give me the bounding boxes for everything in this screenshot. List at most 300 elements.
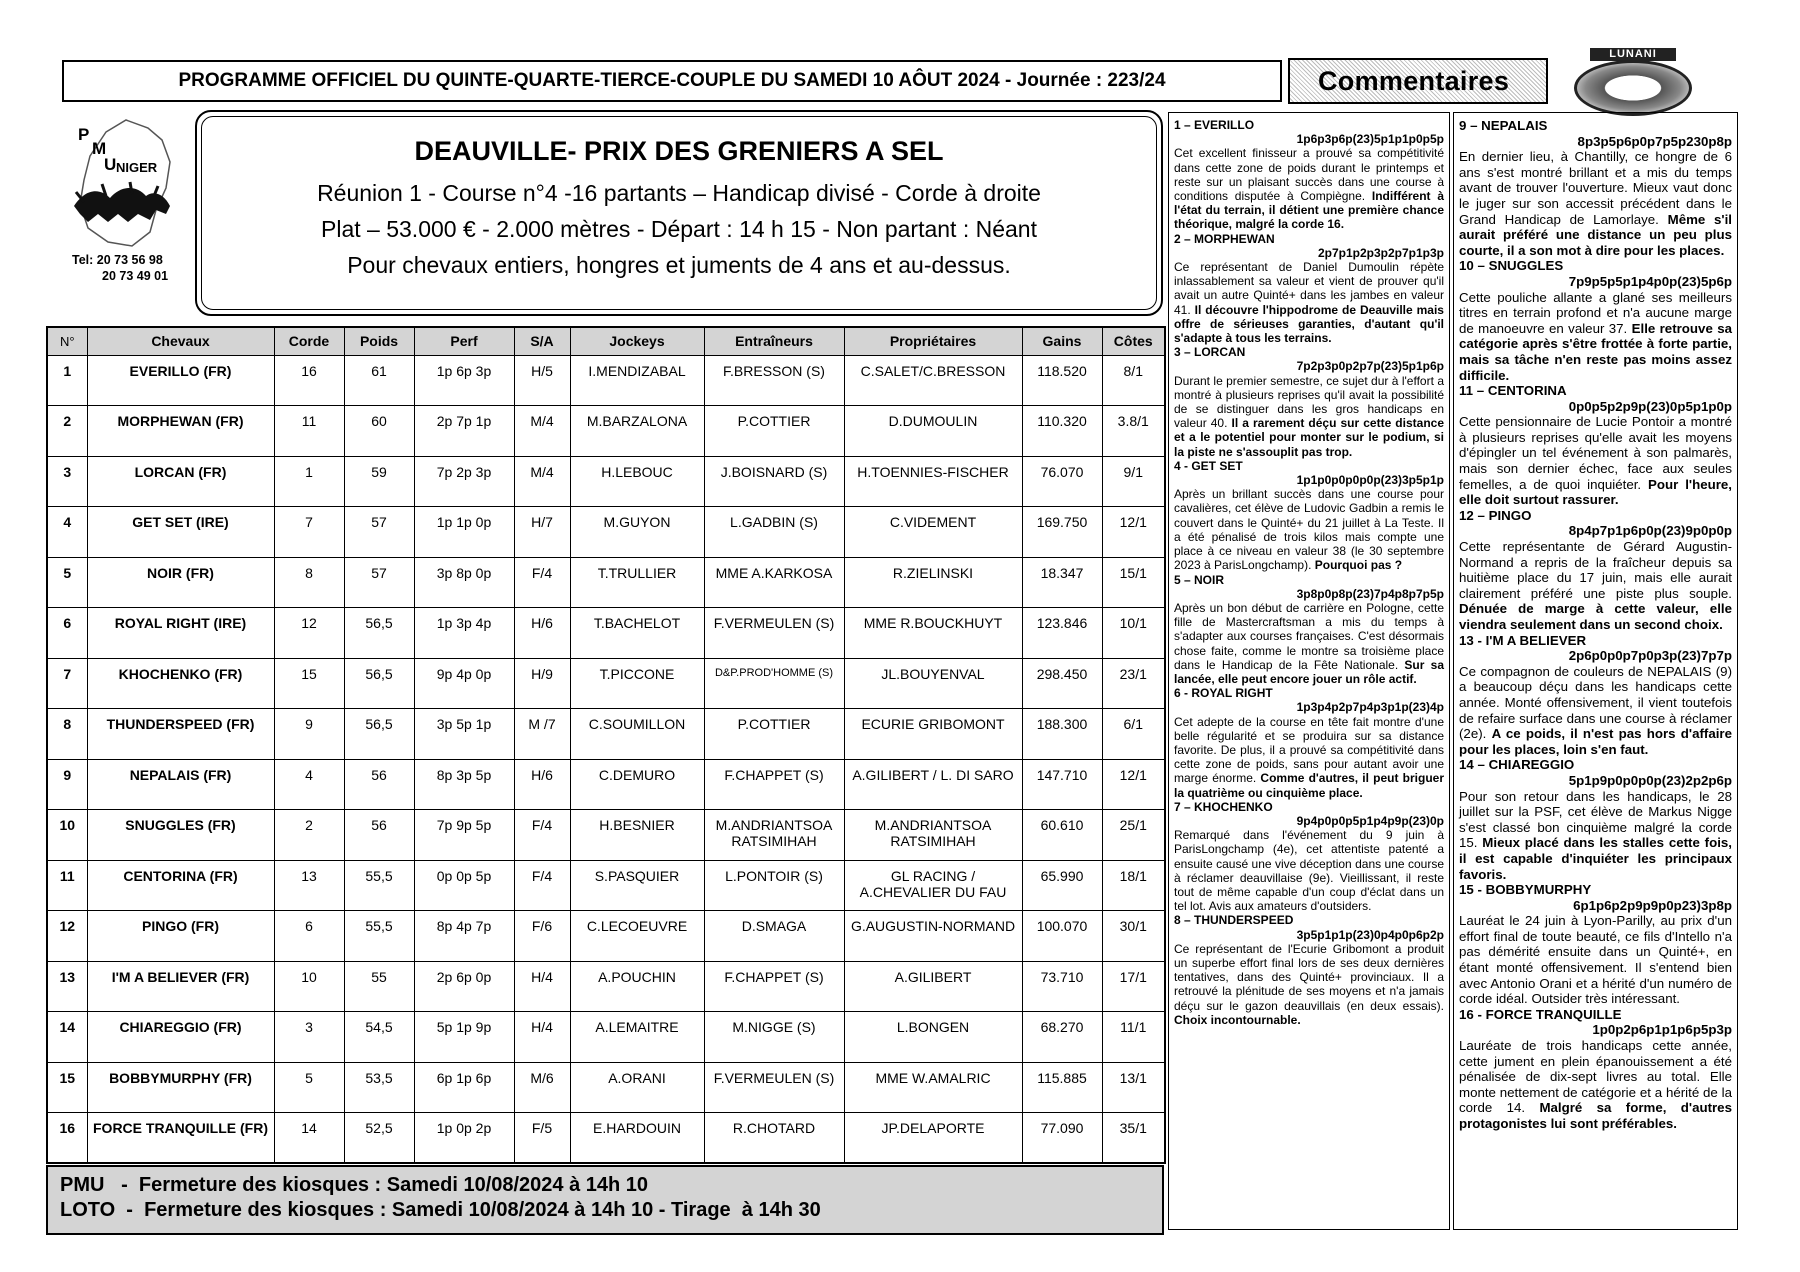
comment-body: Cet adepte de la course en tête fait montre d'une belle régularité et se produira sur sa distance favorite. De plus, il a prouvé sa compétitivité dans cette zone de poids, sans pour autant avoir une marge énorme. (1174, 714, 1444, 786)
cell-gains: 76.070 (1022, 456, 1102, 507)
cell-odds: 12/1 (1102, 507, 1165, 558)
cell-odds: 11/1 (1102, 1012, 1165, 1063)
cell-poids: 55 (344, 961, 414, 1012)
cell-owner: L.BONGEN (844, 1012, 1022, 1063)
comment-entry (1174, 459, 1444, 573)
cell-owner: JL.BOUYENVAL (844, 658, 1022, 709)
cell-num: 12 (47, 911, 87, 962)
cell-sa: M/4 (514, 456, 570, 507)
comment-perf: 9p4p0p0p5p1p4p9p(23)0p (1296, 813, 1444, 828)
comment-perf: 3p5p1p1p(23)0p4p0p6p2p (1296, 927, 1444, 942)
cell-horse: CENTORINA (FR) (87, 860, 274, 911)
comment-horse-title: 5 – NOIR (1174, 572, 1225, 587)
cell-poids: 55,5 (344, 911, 414, 962)
cell-corde: 12 (274, 608, 344, 659)
col-header-horses: Chevaux (87, 327, 274, 355)
cell-jockey: C.DEMURO (570, 759, 704, 810)
comment-text (1459, 539, 1732, 633)
comment-entry (1459, 1007, 1732, 1132)
cell-num: 8 (47, 709, 87, 760)
comment-perf: 7p2p3p0p2p7p(23)5p1p6p (1296, 359, 1444, 374)
comments-title: Commentaires (1318, 65, 1510, 96)
svg-text:M: M (92, 139, 107, 158)
cell-owner: G.AUGUSTIN-NORMAND (844, 911, 1022, 962)
cell-corde: 3 (274, 1012, 344, 1063)
cell-gains: 68.270 (1022, 1012, 1102, 1063)
comment-body: Lauréate de trois handicaps cette année, cette jument en plein épanouissement a été pénalisée de dix-sept livres au total. Elle monte nettement de catégorie et a hérité de la corde 14. (1459, 1038, 1732, 1116)
cell-poids: 61 (344, 355, 414, 406)
comment-perf: 0p0p5p2p9p(23)0p5p1p0p (1568, 398, 1732, 414)
comment-verdict: Choix incontournable. (1174, 1012, 1301, 1027)
comment-verdict: Il a rarement déçu sur cette distance et a le potentiel pour monter sur le podium, si la piste ne s'assouplit pas trop. (1174, 416, 1444, 459)
cell-odds: 8/1 (1102, 355, 1165, 406)
comment-body: En dernier lieu, à Chantilly, ce hongre de 6 ans s'est montré brillant et a mis du temps avant de trouver l'ouverture. Mieux vaut donc le juger sur son accessit précédent dans le Grand Handicap de Lamorlaye. (1459, 149, 1732, 227)
closing-times-box (46, 1165, 1164, 1235)
cell-jockey: C.LECOEUVRE (570, 911, 704, 962)
cell-horse: GET SET (IRE) (87, 507, 274, 558)
comment-perf: 6p1p6p2p9p9p0p23)3p8p (1573, 897, 1732, 913)
race-line-2: Plat – 53.000 € - 2.000 mètres - Départ : 14 h 15 - Non partant : Néant (321, 216, 1037, 242)
cell-corde: 6 (274, 911, 344, 962)
programme-header (62, 60, 1282, 102)
cell-jockey: T.TRULLIER (570, 557, 704, 608)
cell-horse: MORPHEWAN (FR) (87, 406, 274, 457)
cell-trainer: F.BRESSON (S) (704, 355, 844, 406)
cell-num: 4 (47, 507, 87, 558)
comment-entry (1459, 258, 1732, 383)
cell-odds: 3.8/1 (1102, 406, 1165, 457)
cell-num: 5 (47, 557, 87, 608)
cell-sa: H/9 (514, 658, 570, 709)
cell-horse: SNUGGLES (FR) (87, 810, 274, 861)
cell-horse: THUNDERSPEED (FR) (87, 709, 274, 760)
cell-jockey: A.ORANI (570, 1062, 704, 1113)
table-header-row (47, 327, 1165, 355)
cell-corde: 4 (274, 759, 344, 810)
comment-verdict: Pour l'heure, elle doit surtout rassurer. (1459, 476, 1732, 508)
comment-text (1174, 260, 1444, 345)
programme-title: PROGRAMME OFFICIEL DU QUINTE-QUARTE-TIERCE-COUPLE DU SAMEDI 10 AÔUT 2024 - Journée : 223/24 (178, 70, 1166, 91)
cell-gains: 118.520 (1022, 355, 1102, 406)
cell-jockey: H.LEBOUC (570, 456, 704, 507)
cell-corde: 13 (274, 860, 344, 911)
cell-odds: 23/1 (1102, 658, 1165, 709)
comment-body: Ce représentant de Daniel Dumoulin répète inlassablement sa valeur et vient de prouver qu'il avait un autre Quinté+ dans les jambes en valeur 41. (1174, 260, 1444, 317)
cell-owner: ECURIE GRIBOMONT (844, 709, 1022, 760)
comment-horse-title: 1 – EVERILLO (1174, 118, 1255, 132)
cell-jockey: E.HARDOUIN (570, 1113, 704, 1164)
comment-body: Remarqué dans l'événement du 9 juin à ParisLongchamp (4e), cet attentiste patenté a ensuite causé une vive déception dans une course à réclamer deauvillaise (9e). Vieillissant, il reste tout de même capable d'un coup d'éclat dans un tel lot. Avis aux amateurs d'outsiders. (1174, 828, 1444, 914)
col-header-owners: Propriétaires (844, 327, 1022, 355)
cell-horse: BOBBYMURPHY (FR) (87, 1062, 274, 1113)
col-header-odds: Côtes (1102, 327, 1165, 355)
cell-perf: 9p 4p 0p (414, 658, 514, 709)
cell-jockey: M.GUYON (570, 507, 704, 558)
comment-text (1174, 715, 1444, 800)
cell-trainer: MME A.KARKOSA (704, 557, 844, 608)
cell-corde: 15 (274, 658, 344, 709)
cell-gains: 100.070 (1022, 911, 1102, 962)
cell-horse: NOIR (FR) (87, 557, 274, 608)
race-line-1: Réunion 1 - Course n°4 -16 partants – Handicap divisé - Corde à droite (317, 180, 1041, 206)
cell-poids: 56 (344, 759, 414, 810)
cell-corde: 1 (274, 456, 344, 507)
cell-owner: MME R.BOUCKHUYT (844, 608, 1022, 659)
comments-column-left (1168, 112, 1450, 1230)
table-row (47, 456, 1165, 507)
cell-trainer: F.VERMEULEN (S) (704, 608, 844, 659)
comment-text (1459, 789, 1732, 883)
comment-text (1459, 664, 1732, 758)
cell-num: 11 (47, 860, 87, 911)
comment-text (1459, 290, 1732, 384)
cell-poids: 56 (344, 810, 414, 861)
comment-body: Cette pouliche allante a glané ses meilleurs titres en terrain profond et n'a aucune marge de manoeuvre en valeur 37. (1459, 289, 1732, 336)
comment-horse-title: 12 – PINGO (1459, 507, 1532, 523)
cell-num: 7 (47, 658, 87, 709)
cell-gains: 298.450 (1022, 658, 1102, 709)
pmu-niger-logo (66, 110, 176, 260)
comment-text (1174, 487, 1444, 572)
comment-perf: 7p9p5p5p1p4p0p(23)5p6p (1568, 273, 1732, 289)
cell-gains: 18.347 (1022, 557, 1102, 608)
comment-verdict: Elle retrouve sa catégorie après s'être frottée à forte partie, mais sa tâche n'en reste pas moins assez difficile. (1459, 320, 1732, 383)
cell-horse: ROYAL RIGHT (IRE) (87, 608, 274, 659)
comment-horse-title: 4 - GET SET (1174, 458, 1243, 473)
cell-corde: 10 (274, 961, 344, 1012)
cell-horse: EVERILLO (FR) (87, 355, 274, 406)
cell-odds: 10/1 (1102, 608, 1165, 659)
cell-owner: MME W.AMALRIC (844, 1062, 1022, 1113)
cell-perf: 3p 8p 0p (414, 557, 514, 608)
comment-body: Après un brillant succès dans une course pour cavalières, cet élève de Ludovic Gadbin a remis le couvert dans le Quinté+ du 21 juillet à La Teste. Il a été pénalisé de trois kilos mais compte une place à ce niveau en valeur 38 (le 30 septembre 2023 à ParisLongchamp). (1174, 487, 1444, 573)
cell-gains: 169.750 (1022, 507, 1102, 558)
cell-perf: 7p 9p 5p (414, 810, 514, 861)
cell-owner: A.GILIBERT (844, 961, 1022, 1012)
cell-perf: 2p 6p 0p (414, 961, 514, 1012)
cell-trainer: F.VERMEULEN (S) (704, 1062, 844, 1113)
cell-odds: 12/1 (1102, 759, 1165, 810)
cell-trainer: L.PONTOIR (S) (704, 860, 844, 911)
comment-horse-title: 3 – LORCAN (1174, 345, 1246, 360)
cell-trainer: P.COTTIER (704, 406, 844, 457)
col-header-gains: Gains (1022, 327, 1102, 355)
cell-poids: 56,5 (344, 658, 414, 709)
cell-perf: 1p 0p 2p (414, 1113, 514, 1164)
comment-verdict: Comme d'autres, il peut briguer la quatrième ou cinquième place. (1174, 771, 1444, 800)
comment-horse-title: 2 – MORPHEWAN (1174, 231, 1275, 246)
cell-jockey: S.PASQUIER (570, 860, 704, 911)
comment-text (1174, 942, 1444, 1027)
cell-corde: 9 (274, 709, 344, 760)
comment-text (1174, 828, 1444, 913)
cell-corde: 8 (274, 557, 344, 608)
cell-odds: 13/1 (1102, 1062, 1165, 1113)
cell-horse: FORCE TRANQUILLE (FR) (87, 1113, 274, 1164)
comment-verdict: Indifférent à l'état du terrain, il détient une première chance théorique, malgré la corde 16. (1174, 189, 1444, 232)
comment-body: Cet excellent finisseur a prouvé sa compétitivité dans cette zone de poids durant le printemps et reste sur un plaisant succès dans une course à conditions disputée à Compiègne. (1174, 146, 1444, 204)
cell-jockey: H.BESNIER (570, 810, 704, 861)
cell-poids: 53,5 (344, 1062, 414, 1113)
cell-horse: LORCAN (FR) (87, 456, 274, 507)
cell-perf: 7p 2p 3p (414, 456, 514, 507)
cell-gains: 115.885 (1022, 1062, 1102, 1113)
comments-column-right (1453, 112, 1738, 1230)
comment-verdict: Mieux placé dans les stalles cette fois, il est capable d'inquiéter les principaux favoris. (1459, 835, 1732, 882)
cell-num: 1 (47, 355, 87, 406)
comment-entry (1174, 118, 1444, 232)
lunani-logo (1568, 48, 1698, 120)
cell-sa: F/4 (514, 860, 570, 911)
cell-owner: C.VIDEMENT (844, 507, 1022, 558)
pmu-closing-time: PMU - Fermeture des kiosques : Samedi 10/08/2024 à 14h 10 (60, 1174, 649, 1196)
record-disc-icon (1574, 60, 1692, 116)
cell-num: 9 (47, 759, 87, 810)
cell-trainer: D&P.PROD'HOMME (S) (704, 658, 844, 709)
cell-sa: H/7 (514, 507, 570, 558)
cell-perf: 8p 3p 5p (414, 759, 514, 810)
comment-horse-title: 11 – CENTORINA (1459, 383, 1567, 399)
comment-body: Ce compagnon de couleurs de NEPALAIS (9) a beaucoup déçu dans les handicaps cette année. Monté offensivement, il vient toutefois de refaire surface dans une course à réclamer (2e). (1459, 663, 1732, 742)
comment-perf: 1p1p0p0p0p0p(23)3p5p1p (1296, 473, 1444, 488)
svg-text:NIGER: NIGER (116, 160, 158, 175)
cell-poids: 55,5 (344, 860, 414, 911)
comment-horse-title: 15 - BOBBYMURPHY (1459, 882, 1592, 898)
cell-owner: H.TOENNIES-FISCHER (844, 456, 1022, 507)
cell-sa: H/6 (514, 759, 570, 810)
comment-entry (1174, 686, 1444, 800)
cell-trainer: F.CHAPPET (S) (704, 759, 844, 810)
phone-1: Tel: 20 73 56 98 (72, 253, 163, 267)
comment-horse-title: 16 - FORCE TRANQUILLE (1459, 1006, 1622, 1022)
cell-poids: 57 (344, 507, 414, 558)
cell-odds: 35/1 (1102, 1113, 1165, 1164)
cell-jockey: I.MENDIZABAL (570, 355, 704, 406)
cell-sa: H/4 (514, 1012, 570, 1063)
runners-table (46, 326, 1166, 1164)
cell-owner: M.ANDRIANTSOA RATSIMIHAH (844, 810, 1022, 861)
contact-phones (72, 252, 168, 284)
comment-entry (1459, 118, 1732, 258)
comment-verdict: Même s'il aurait préféré une distance un peu plus courte, il a son mot à dire pour les places. (1459, 211, 1732, 258)
cell-owner: C.SALET/C.BRESSON (844, 355, 1022, 406)
table-row (47, 709, 1165, 760)
table-row (47, 961, 1165, 1012)
comment-perf: 5p1p9p0p0p0p(23)2p2p6p (1568, 772, 1732, 788)
cell-horse: I'M A BELIEVER (FR) (87, 961, 274, 1012)
cell-sa: F/4 (514, 810, 570, 861)
col-header-jockeys: Jockeys (570, 327, 704, 355)
cell-odds: 17/1 (1102, 961, 1165, 1012)
comment-verdict: Sur sa lancée, elle peut encore jouer un rôle actif. (1174, 657, 1444, 686)
cell-poids: 56,5 (344, 709, 414, 760)
cell-sa: F/5 (514, 1113, 570, 1164)
table-row (47, 810, 1165, 861)
cell-owner: R.ZIELINSKI (844, 557, 1022, 608)
cell-horse: NEPALAIS (FR) (87, 759, 274, 810)
comment-body: Cette représentante de Gérard Augustin-Normand a repris de la fraîcheur depuis sa huitième place du 17 juin, mais elle aurait clairement préféré une piste plus souple. (1459, 539, 1732, 601)
cell-trainer: P.COTTIER (704, 709, 844, 760)
cell-gains: 60.610 (1022, 810, 1102, 861)
cell-sa: M/6 (514, 1062, 570, 1113)
cell-poids: 60 (344, 406, 414, 457)
cell-perf: 1p 1p 0p (414, 507, 514, 558)
comment-entry (1459, 757, 1732, 882)
comment-perf: 8p3p5p6p0p7p5p230p8p (1577, 133, 1732, 149)
cell-odds: 25/1 (1102, 810, 1165, 861)
cell-odds: 18/1 (1102, 860, 1165, 911)
comment-entry (1459, 508, 1732, 633)
table-row (47, 658, 1165, 709)
loto-closing-time: LOTO - Fermeture des kiosques : Samedi 10/08/2024 à 14h 10 - Tirage à 14h 30 (60, 1199, 821, 1221)
comment-entry (1174, 232, 1444, 346)
table-row (47, 759, 1165, 810)
comment-entry (1174, 913, 1444, 1027)
cell-corde: 5 (274, 1062, 344, 1113)
comment-horse-title: 14 – CHIAREGGIO (1459, 757, 1575, 773)
cell-gains: 147.710 (1022, 759, 1102, 810)
cell-gains: 188.300 (1022, 709, 1102, 760)
col-header-sa: S/A (514, 327, 570, 355)
comment-entry (1459, 633, 1732, 758)
cell-odds: 6/1 (1102, 709, 1165, 760)
cell-odds: 30/1 (1102, 911, 1165, 962)
cell-odds: 15/1 (1102, 557, 1165, 608)
comment-perf: 3p8p0p8p(23)7p4p8p7p5p (1296, 586, 1444, 601)
cell-sa: H/6 (514, 608, 570, 659)
comment-text (1174, 146, 1444, 231)
cell-poids: 52,5 (344, 1113, 414, 1164)
cell-sa: M/4 (514, 406, 570, 457)
cell-corde: 7 (274, 507, 344, 558)
table-row (47, 911, 1165, 962)
phone-2: 20 73 49 01 (102, 269, 169, 283)
col-header-perf: Perf (414, 327, 514, 355)
comment-perf: 8p4p7p1p6p0p(23)9p0p0p (1568, 523, 1732, 539)
cell-jockey: T.BACHELOT (570, 608, 704, 659)
table-row (47, 557, 1165, 608)
comment-horse-title: 10 – SNUGGLES (1459, 258, 1564, 274)
cell-sa: F/6 (514, 911, 570, 962)
comment-text (1459, 414, 1732, 508)
cell-owner: GL RACING / A.CHEVALIER DU FAU (844, 860, 1022, 911)
cell-num: 13 (47, 961, 87, 1012)
cell-poids: 54,5 (344, 1012, 414, 1063)
comment-entry (1459, 882, 1732, 1007)
cell-gains: 73.710 (1022, 961, 1102, 1012)
table-row (47, 1062, 1165, 1113)
comment-verdict: Pourquoi pas ? (1314, 558, 1403, 573)
comment-body: Ce représentant de l'Ecurie Gribomont a produit un superbe effort final lors de ses deux dernières tentatives, dans des Quinté+ provinciaux. Il a retrouvé la plénitude de ses moyens et n'a jamais déçu sur le gazon deauvillais (en deux essais). (1174, 941, 1444, 1013)
cell-perf: 8p 4p 7p (414, 911, 514, 962)
comment-perf: 1p3p4p2p7p4p3p1p(23)4p (1296, 700, 1444, 715)
comment-entry (1174, 800, 1444, 914)
comment-perf: 1p6p3p6p(23)5p1p1p0p5p (1296, 132, 1444, 147)
cell-num: 3 (47, 456, 87, 507)
cell-odds: 9/1 (1102, 456, 1165, 507)
comment-verdict: Malgré sa forme, d'autres protagonistes lui sont préférables. (1459, 1100, 1732, 1131)
cell-trainer: D.SMAGA (704, 911, 844, 962)
cell-corde: 16 (274, 355, 344, 406)
table-row (47, 355, 1165, 406)
cell-jockey: T.PICCONE (570, 658, 704, 709)
cell-jockey: A.POUCHIN (570, 961, 704, 1012)
comment-text (1174, 601, 1444, 686)
comment-body: Après un bon début de carrière en Pologne, cette fille de Mastercraftsman a mis du temps à s'adapter aux courses françaises. C'est désormais chose faite, comme le montre sa troisième place dans le Handicap de la Fête Nationale. (1174, 600, 1444, 672)
cell-perf: 1p 3p 4p (414, 608, 514, 659)
comment-body: Pour son retour dans les handicaps, le 28 juillet sur la PSF, cet élève de Markus Nigge s'est classé bon cinquième malgré la corde 15. (1459, 788, 1732, 851)
comment-horse-title: 7 – KHOCHENKO (1174, 799, 1273, 814)
cell-perf: 0p 0p 5p (414, 860, 514, 911)
cell-corde: 2 (274, 810, 344, 861)
comment-horse-title: 13 - I'M A BELIEVER (1459, 632, 1587, 648)
cell-jockey: M.BARZALONA (570, 406, 704, 457)
comment-perf: 2p6p0p0p7p0p3p(23)7p7p (1568, 648, 1732, 664)
cell-sa: F/4 (514, 557, 570, 608)
cell-num: 2 (47, 406, 87, 457)
comment-verdict: Il découvre l'hippodrome de Deauville mais offre de sérieuses garanties, d'autant qu'il s'adapte à tous les terrains. (1174, 302, 1444, 346)
cell-gains: 77.090 (1022, 1113, 1102, 1164)
cell-perf: 5p 1p 9p (414, 1012, 514, 1063)
comment-perf: 1p0p2p6p1p1p6p5p3p (1592, 1022, 1732, 1038)
comment-entry (1174, 345, 1444, 459)
cell-sa: H/5 (514, 355, 570, 406)
cell-gains: 65.990 (1022, 860, 1102, 911)
col-header-corde: Corde (274, 327, 344, 355)
cell-jockey: A.LEMAITRE (570, 1012, 704, 1063)
svg-text:P: P (78, 125, 90, 144)
table-row (47, 608, 1165, 659)
cell-num: 10 (47, 810, 87, 861)
comment-body: Durant le premier semestre, ce sujet dur à l'effort a montré à plusieurs reprises qu'il avait la possibilité de se distinguer dans les gros handicaps en valeur 40. (1174, 373, 1444, 431)
comment-horse-title: 9 – NEPALAIS (1459, 118, 1548, 133)
lunani-logo-label: LUNANI (1590, 48, 1676, 61)
comment-entry (1459, 383, 1732, 508)
comment-verdict: A ce poids, il n'est pas hors d'affaire pour les places, loin s'en faut. (1459, 726, 1732, 757)
cell-trainer: R.CHOTARD (704, 1113, 844, 1164)
cell-num: 6 (47, 608, 87, 659)
cell-sa: M /7 (514, 709, 570, 760)
cell-owner: JP.DELAPORTE (844, 1113, 1022, 1164)
col-header-num: N° (47, 327, 87, 355)
cell-poids: 59 (344, 456, 414, 507)
cell-trainer: F.CHAPPET (S) (704, 961, 844, 1012)
table-row (47, 507, 1165, 558)
cell-corde: 14 (274, 1113, 344, 1164)
race-title: DEAUVILLE- PRIX DES GRENIERS A SEL (414, 136, 944, 166)
cell-perf: 2p 7p 1p (414, 406, 514, 457)
comment-text (1174, 374, 1444, 459)
comment-entry (1174, 573, 1444, 687)
race-info-box (195, 110, 1163, 316)
table-row (47, 406, 1165, 457)
cell-poids: 57 (344, 557, 414, 608)
cell-sa: H/4 (514, 961, 570, 1012)
cell-gains: 123.846 (1022, 608, 1102, 659)
comment-horse-title: 6 - ROYAL RIGHT (1174, 686, 1273, 701)
comment-horse-title: 8 – THUNDERSPEED (1174, 913, 1294, 928)
race-line-3: Pour chevaux entiers, hongres et juments de 4 ans et au-dessus. (347, 252, 1011, 278)
comment-text (1459, 1038, 1732, 1132)
cell-jockey: C.SOUMILLON (570, 709, 704, 760)
col-header-poids: Poids (344, 327, 414, 355)
cell-trainer: M.NIGGE (S) (704, 1012, 844, 1063)
comment-perf: 2p7p1p2p3p2p7p1p3p (1317, 245, 1444, 260)
comment-verdict: Dénuée de marge à cette valeur, elle viendra seulement dans un second choix. (1459, 601, 1732, 632)
cell-trainer: M.ANDRIANTSOA RATSIMIHAH (704, 810, 844, 861)
cell-owner: D.DUMOULIN (844, 406, 1022, 457)
svg-text:U: U (104, 155, 117, 174)
